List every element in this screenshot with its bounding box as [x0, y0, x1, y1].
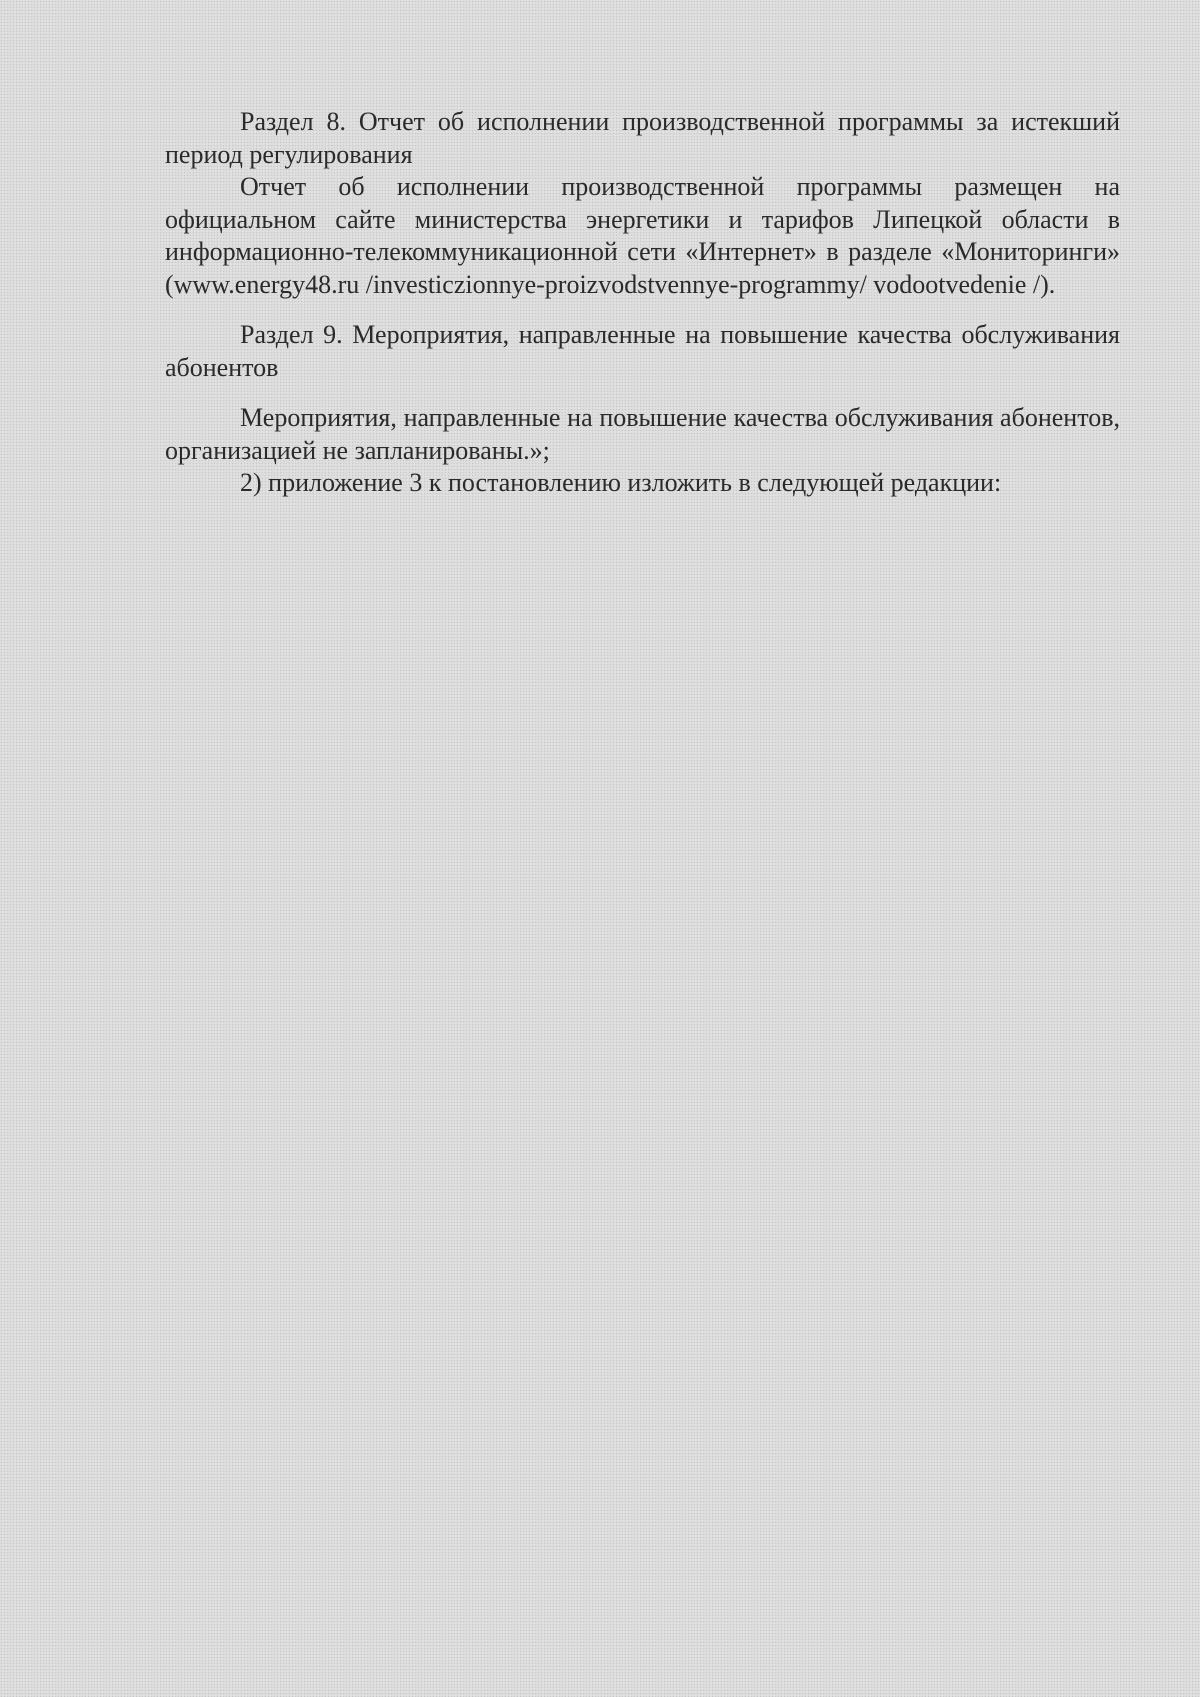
- section-8-body: Отчет об исполнении производственной программы размещен на официальном сайте министерства энергетики и тарифов Липецкой области в информационно-телекоммуникационной сети «Интернет» в разделе «Мониторинги» (www.energy48.ru /investiczionnye-proizvodstvennye-programmy/ vodootvedenie /).: [165, 172, 1120, 299]
- section-9-heading: Раздел 9. Мероприятия, направленные на повышение качества обслуживания абонентов: [165, 320, 1120, 382]
- section-8-heading: Раздел 8. Отчет об исполнении производственной программы за истекший период регулирования: [165, 107, 1120, 169]
- document-body: [165, 106, 1120, 500]
- amendment-item-2: 2) приложение 3 к постановлению изложить в следующей редакции:: [240, 468, 1002, 497]
- section-9-body: Мероприятия, направленные на повышение качества обслуживания абонентов, организацией не запланированы.»;: [165, 403, 1120, 465]
